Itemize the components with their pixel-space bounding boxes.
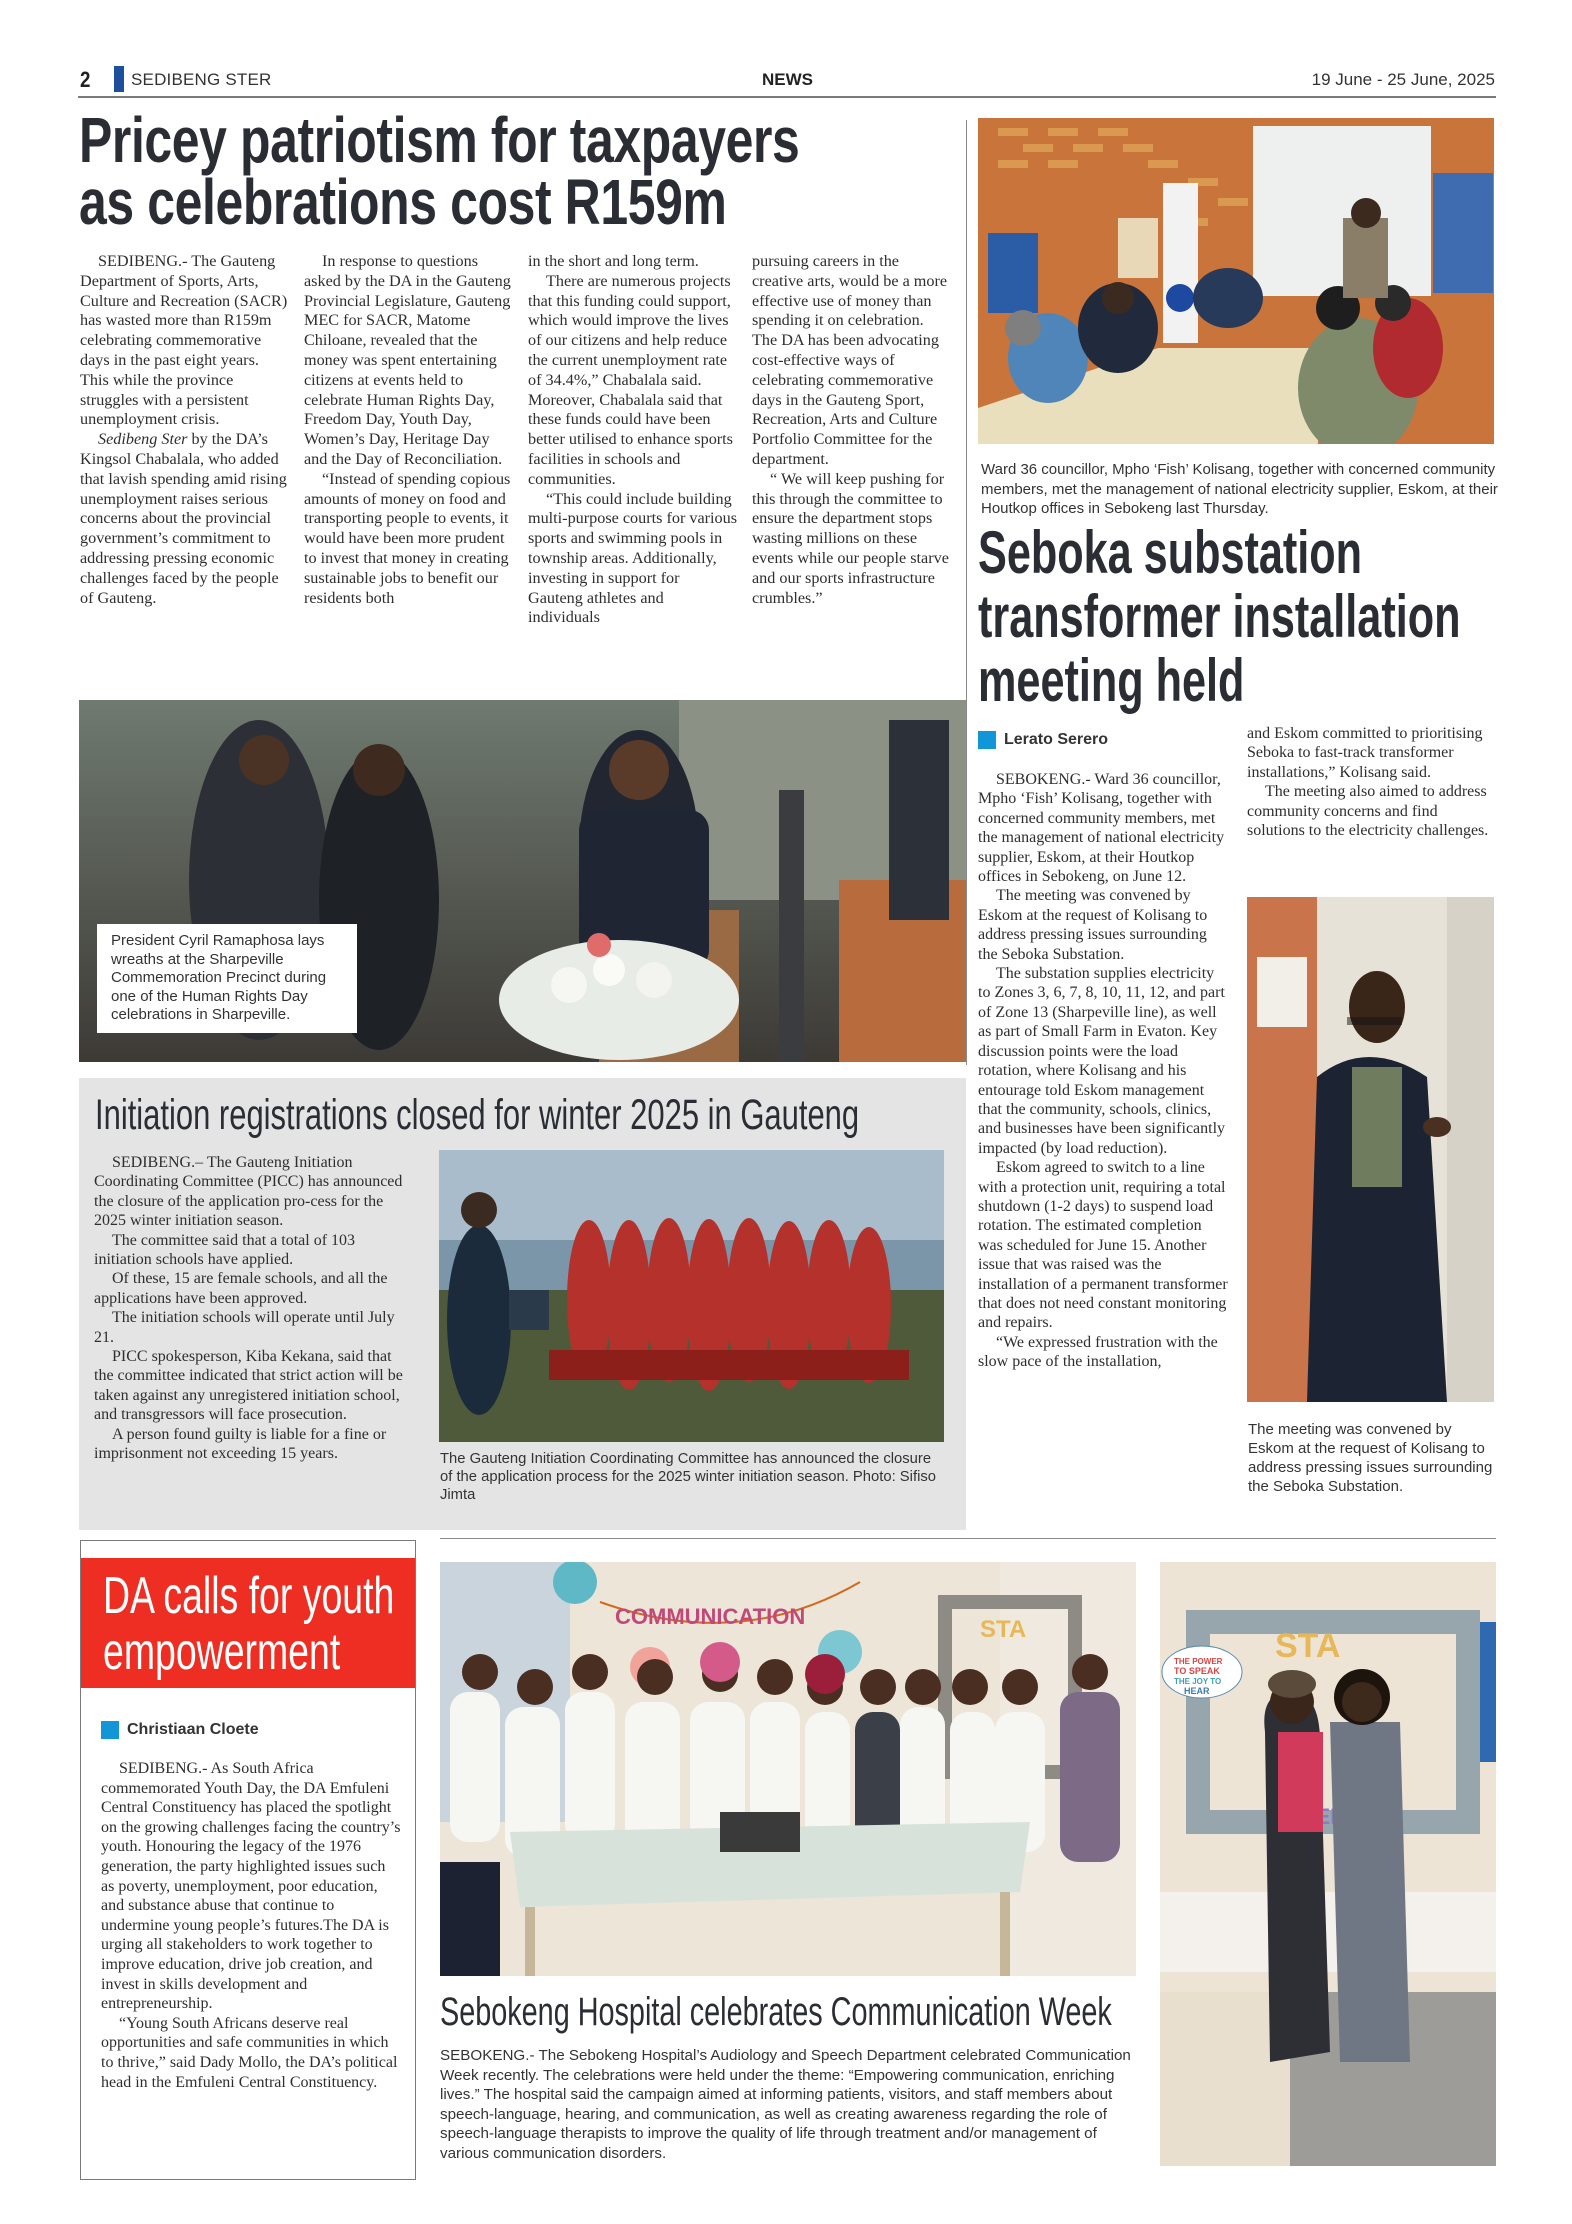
photo-caption-initiation: The Gauteng Initiation Coordinating Committee has announced the closure of the application process for the 2025 winter initiation season. Photo: Sifiso Jimta (440, 1451, 936, 1503)
photo-kolisang (1247, 897, 1494, 1402)
hospital-body: SEBOKENG.- The Sebokeng Hospital’s Audiology and Speech Department celebrated Communication Week recently. The celebrations were held under the theme: “Empowering communication, enriching lives.” The hospital said the campaign aimed at informing patients, visitors, and staff members about speech-language, hearing, and communication, as well as creating awareness regarding the role of speech-language therapists to improve the quality of life through treatment and/or management of various communication disorders. (440, 2047, 1131, 2162)
paragraph: The initiation schools will operate until July 21. (94, 1309, 395, 1346)
svg-text:THE POWER: THE POWER (1174, 1657, 1223, 1666)
svg-text:STA: STA (980, 1616, 1027, 1643)
youth-story-box (80, 1540, 416, 2180)
headline-line: transformer installation (978, 583, 1461, 650)
headline-line: empowerment (103, 1623, 341, 1681)
byline-marker-icon (978, 731, 996, 749)
taxpayers-column-1 (80, 252, 290, 608)
photo-illustration (978, 118, 1494, 444)
seboka-column-1 (978, 770, 1230, 1372)
headline-line: Pricey patriotism for taxpayers (79, 104, 800, 176)
paragraph: pursuing careers in the creative arts, would be a more effective use of money than spending it on celebration. The DA has been advocating cost-effective ways of celebrating commemorative days in the Gauteng Sport, Recreation, Arts and Culture Portfolio Committee for the department. (752, 252, 948, 468)
byline-marker-icon (101, 1721, 119, 1739)
paragraph: SEDIBENG.- The Gauteng Department of Sports, Arts, Culture and Recreation (SACR) has wasted more than R159m celebrating commemorative days in the past eight years. This while the province struggles with a persistent unemployment crisis. (80, 252, 288, 429)
photo-illustration (1160, 1562, 1496, 2166)
taxpayers-column-3 (528, 252, 738, 628)
photo-illustration (439, 1150, 944, 1442)
masthead-rule (78, 96, 1496, 98)
issue-date: 19 June - 25 June, 2025 (1311, 70, 1495, 89)
photo-initiates (439, 1150, 944, 1442)
svg-text:TO SPEAK: TO SPEAK (1174, 1666, 1220, 1676)
paragraph: “This could include building multi-purpose courts for various sports and swimming pools in township areas. Additionally, investing in support for Gauteng athletes and individuals (528, 489, 738, 627)
paragraph: Eskom agreed to switch to a line with a protection unit, requiring a total shutdown (1-2 days) to suspend load rotation. The estimated completion was scheduled for June 15. Another issue that was raised was the installation of a permanent transformer that does not need constant monitoring and repairs. (978, 1159, 1228, 1332)
paragraph: The meeting also aimed to address community concerns and find solutions to the electricity challenges. (1247, 783, 1489, 840)
byline-youth (101, 1721, 259, 1739)
paragraph: “Young South Africans deserve real opportunities and safe communities in which to thrive,” said Dady Mollo, the DA’s political head in the Emfuleni Central Constituency. (101, 2014, 398, 2091)
byline-author: Lerato Serero (1004, 731, 1109, 748)
headline-text: Sebokeng Hospital celebrates Communication Week (440, 1990, 1112, 2034)
photo-caption-kolisang: The meeting was convened by Eskom at the request of Kolisang to address pressing issues surrounding the Seboka Substation. (1248, 1421, 1493, 1495)
section-divider (440, 1538, 1496, 1539)
seboka-column-2 (1247, 724, 1497, 840)
taxpayers-column-4 (752, 252, 952, 608)
paragraph: There are numerous projects that this funding could support, which would improve the lives of our citizens and help reduce the current unemployment rate of 34.4%,” Chabalala said. Moreover, Chabalala said that these funds could have been better utilised to enhance sports facilities in schools and communities. (528, 271, 733, 488)
photo-caption-ramaphosa: President Cyril Ramaphosa lays wreaths at the Sharpeville Commemoration Precinct during one of the Human Rights Day celebrations in Sharpeville. (97, 924, 357, 1033)
youth-body (101, 1759, 401, 2092)
headline-text: Initiation registrations closed for winter 2025 in Gauteng (95, 1091, 860, 1139)
paragraph: in the short and long term. (528, 252, 699, 270)
paragraph: SEDIBENG.- As South Africa commemorated Youth Day, the DA Emfuleni Central Constituency has placed the spotlight on the growing challenges facing the country’s youth. Honouring the legacy of the 1976 generation, the party highlighted issues such as poverty, unemployment, poor education, and substance abuse that continue to undermine young people’s futures.The DA is urging all stakeholders to work together to improve education, drive job creation, and invest in skills development and entrepreneurship. (101, 1760, 401, 2013)
page-number: 2 (80, 67, 91, 92)
photo-caption-eskom-meeting: Ward 36 councillor, Mpho ‘Fish’ Kolisang, together with concerned community members, met the management of national electricity supplier, Eskom, at their Houtkop offices in Sebokeng last Thursday. (981, 461, 1498, 517)
initiation-story-box (79, 1078, 966, 1530)
initiation-body (94, 1153, 414, 1464)
photo-ramaphosa-wreath (79, 700, 966, 1062)
photo-communication-week-frame (1160, 1562, 1496, 2166)
paragraph: The meeting was convened by Eskom at the request of Kolisang to address pressing issues surrounding the Seboka Substation. (978, 887, 1208, 963)
youth-headline-banner (81, 1558, 415, 1688)
paragraph: SEBOKENG.- Ward 36 councillor, Mpho ‘Fish’ Kolisang, together with concerned community members, met the management of national electricity supplier, Eskom, at their Houtkop offices in Sebokeng, on June 12. (978, 771, 1225, 886)
headline-seboka (978, 521, 1572, 713)
section-label: NEWS (762, 70, 813, 89)
paragraph: SEDIBENG.– The Gauteng Initiation Coordinating Committee (PICC) has announced the closure of the application pro-cess for the 2025 winter initiation season. (94, 1154, 403, 1230)
byline-seboka (978, 731, 1108, 749)
photo-illustration (440, 1562, 1136, 1976)
taxpayers-column-2 (304, 252, 514, 608)
photo-communication-week-group (440, 1562, 1136, 1976)
svg-text:STA: STA (1275, 1627, 1341, 1665)
masthead-accent-bar (114, 66, 124, 92)
paragraph: “Instead of spending copious amounts of money on food and transporting people to events, it would have been more prudent to invest that money in creating sustainable jobs to benefit our residents both (304, 469, 511, 607)
paragraph: “ We will keep pushing for this through the committee to ensure the department stops wasting millions on these events while our people starve and our sports infrastructure crumbles.” (752, 469, 949, 607)
svg-text:HEAR: HEAR (1184, 1686, 1210, 1696)
paragraph: and Eskom committed to prioritising Seboka to fast-track transformer installations,” Kolisang said. (1247, 725, 1483, 781)
paragraph (80, 430, 290, 608)
photo-eskom-meeting (978, 118, 1494, 444)
svg-text:THE JOY TO: THE JOY TO (1174, 1677, 1222, 1686)
paragraph: The substation supplies electricity to Zones 3, 6, 7, 8, 10, 11, 12, and part of Zone 13 (Sharpeville line), as well as part of Small Farm in Evaton. Key discussion points were the load rotation, where Kolisang and his entourage told Eskom management that the community, schools, clinics, and businesses have been significantly impacted (by load reduction). (978, 965, 1226, 1157)
paragraph: In response to questions asked by the DA in the Gauteng Provincial Legislature, Gauteng MEC for SACR, Matome Chiloane, revealed that the money was spent entertaining citizens at events held to celebrate Human Rights Day, Freedom Day, Youth Day, Women’s Day, Heritage Day and the Day of Reconciliation. (304, 252, 511, 468)
paragraph: The committee said that a total of 103 initiation schools have applied. (94, 1231, 356, 1269)
column-divider (966, 120, 967, 1065)
byline-author: Christiaan Cloete (127, 1721, 259, 1738)
photo-illustration (1247, 897, 1494, 1402)
headline-line: Seboka substation (978, 519, 1363, 586)
headline-taxpayers (79, 104, 1003, 238)
paragraph: PICC spokesperson, Kiba Kekana, said that the committee indicated that strict action will be taken against any unregistered initiation school, and transgressors will face prosecution. (94, 1348, 403, 1424)
banner-text: COMMUNICATION (615, 1604, 806, 1629)
paragraph: “We expressed frustration with the slow pace of the installation, (978, 1333, 1218, 1371)
headline-line: meeting held (978, 647, 1245, 714)
paragraph-rest: by the DA’s Kingsol Chabalala, who added that lavish spending amid rising unemployment raises serious concerns about the provincial government’s commitment to addressing pressing economic challenges faced by the people of Gauteng. (80, 430, 287, 607)
publication-name: SEDIBENG STER (131, 70, 272, 89)
headline-line: as celebrations cost R159m (79, 166, 727, 238)
publication-italic: Sedibeng Ster (98, 430, 188, 449)
headline-line: DA calls for youth (103, 1567, 395, 1625)
paragraph: Of these, 15 are female schools, and all the applications have been approved. (94, 1270, 388, 1307)
paragraph: A person found guilty is liable for a fine or imprisonment not exceeding 15 years. (94, 1425, 387, 1463)
